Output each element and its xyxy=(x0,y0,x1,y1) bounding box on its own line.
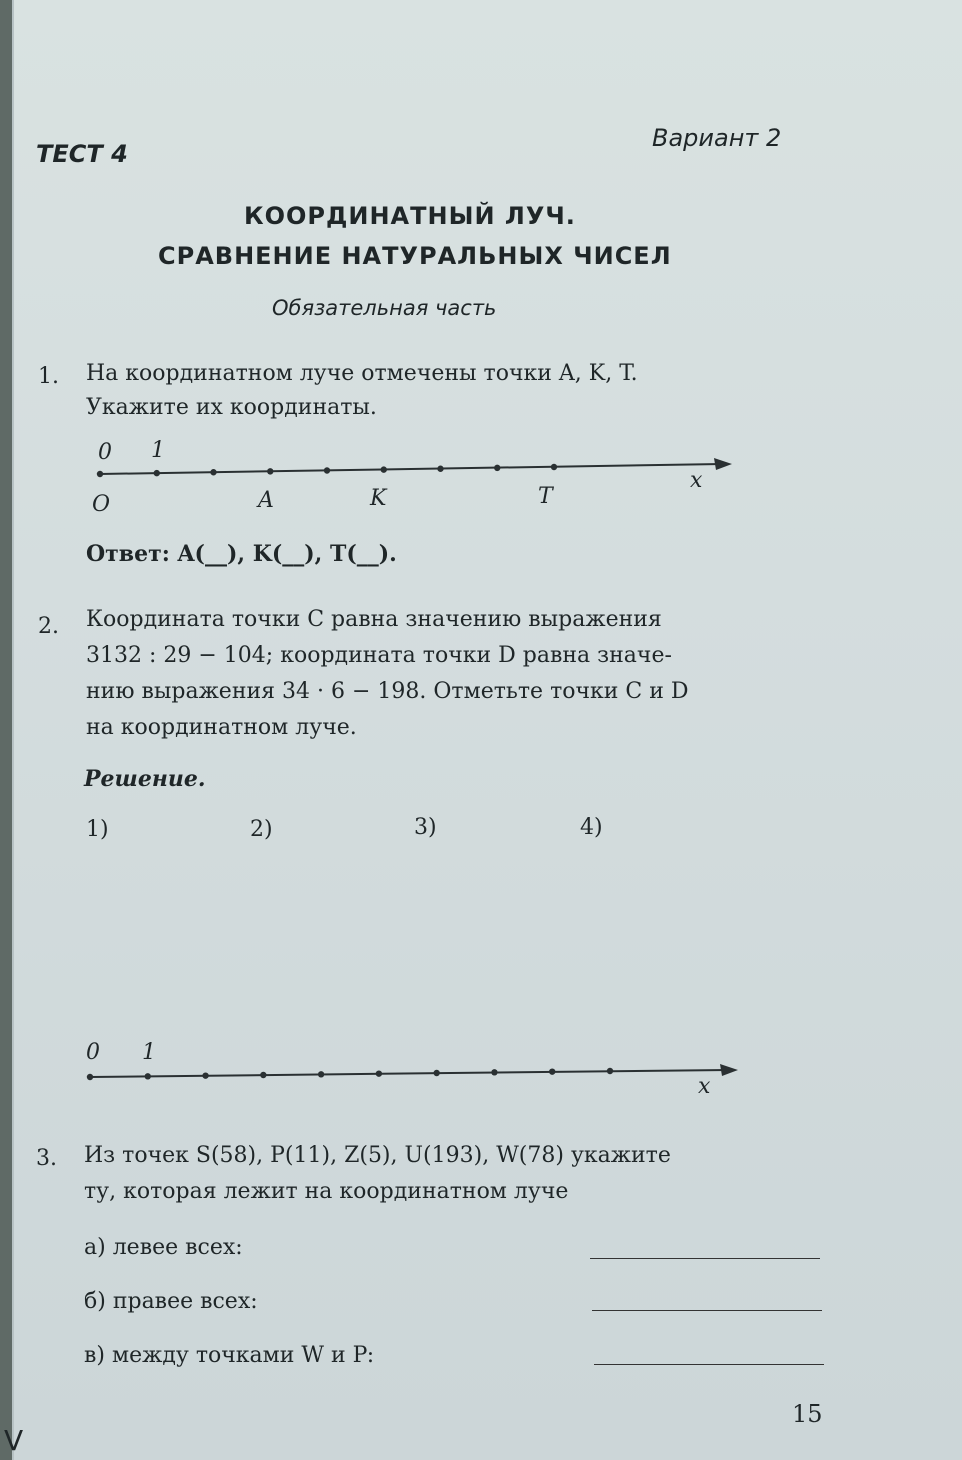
task2-coordinate-ray xyxy=(87,1064,738,1080)
task3-text-line1: Из точек S(58), P(11), Z(5), U(193), W(78) укажите xyxy=(84,1143,671,1168)
ray1-label-one: 1 xyxy=(151,438,165,463)
ray1-tick-7 xyxy=(494,465,500,471)
title-line-2: СРАВНЕНИЕ НАТУРАЛЬНЫХ ЧИСЕЛ xyxy=(158,242,672,270)
ray1-tick-1 xyxy=(154,470,160,476)
task2-step-3: 3) xyxy=(414,815,437,840)
task3-answer-b-field[interactable] xyxy=(592,1310,822,1311)
task2-number: 2. xyxy=(38,614,59,639)
task1-ray-ticks xyxy=(97,464,557,477)
task3-part-c: в) между точками W и P: xyxy=(84,1343,375,1368)
ray1-tick-2 xyxy=(210,469,216,475)
ray2-tick-5 xyxy=(376,1070,382,1076)
task2-text-line3: нию выражения 34 · 6 − 198. Отметьте точки C и D xyxy=(86,679,689,704)
ray1-tick-5 xyxy=(381,466,387,472)
ray1-tick-8 xyxy=(551,464,557,470)
task1-text-line2: Укажите их координаты. xyxy=(86,395,377,420)
task3-answer-a-field[interactable] xyxy=(590,1258,820,1259)
ray2-tick-7 xyxy=(491,1069,497,1075)
task2-step-2: 2) xyxy=(250,817,273,842)
page-number: 15 xyxy=(792,1400,823,1428)
section-title: Обязательная часть xyxy=(272,296,497,320)
ray1-point-k-label: K xyxy=(370,486,387,511)
task2-text-line4: на координатном луче. xyxy=(86,715,357,740)
ray1-label-zero: 0 xyxy=(98,440,112,465)
task1-text-line1: На координатном луче отмечены точки A, K, T. xyxy=(86,361,638,386)
task2-text-line2: 3132 : 29 − 104; координата точки D равна значе- xyxy=(86,643,672,668)
corner-check-mark: V xyxy=(4,1424,24,1457)
ray2-tick-6 xyxy=(433,1070,439,1076)
ray2-tick-0 xyxy=(87,1074,93,1080)
task2-step-4: 4) xyxy=(580,815,603,840)
ray2-tick-2 xyxy=(202,1072,208,1078)
ray1-origin-label: O xyxy=(92,492,111,517)
task1-answer: Ответ: A(__), K(__), T(__). xyxy=(86,541,397,567)
title-line-1: КООРДИНАТНЫЙ ЛУЧ. xyxy=(244,202,576,230)
task3-number: 3. xyxy=(36,1146,57,1171)
ray1-axis-label: x xyxy=(690,468,703,493)
ray2-label-one: 1 xyxy=(142,1040,156,1065)
ray2-axis-label: x xyxy=(698,1074,711,1099)
task3-text-line2: ту, которая лежит на координатном луче xyxy=(84,1179,569,1204)
task1-coordinate-ray xyxy=(97,458,732,477)
ray2-tick-9 xyxy=(607,1068,613,1074)
task2-step-1: 1) xyxy=(86,817,109,842)
task3-part-a: а) левее всех: xyxy=(84,1235,243,1260)
ray2-tick-1 xyxy=(145,1073,151,1079)
task3-part-b: б) правее всех: xyxy=(84,1289,258,1314)
ray1-tick-4 xyxy=(324,467,330,473)
ray1-point-a-label: A xyxy=(258,488,274,513)
task2-text-line1: Координата точки C равна значению выражения xyxy=(86,607,662,632)
worksheet-page xyxy=(12,0,962,1460)
test-number: ТЕСТ 4 xyxy=(36,140,128,168)
variant-label: Вариант 2 xyxy=(652,124,782,152)
ray1-tick-0 xyxy=(97,471,103,477)
task1-number: 1. xyxy=(38,364,59,389)
ray2-tick-8 xyxy=(549,1068,555,1074)
ray2-tick-4 xyxy=(318,1071,324,1077)
ray1-tick-3 xyxy=(267,468,273,474)
ray2-label-zero: 0 xyxy=(86,1040,100,1065)
ray1-point-t-label: T xyxy=(538,484,553,509)
ray1-tick-6 xyxy=(437,466,443,472)
task2-solution-label: Решение. xyxy=(84,766,206,792)
task3-answer-c-field[interactable] xyxy=(594,1364,824,1365)
ray2-tick-3 xyxy=(260,1072,266,1078)
